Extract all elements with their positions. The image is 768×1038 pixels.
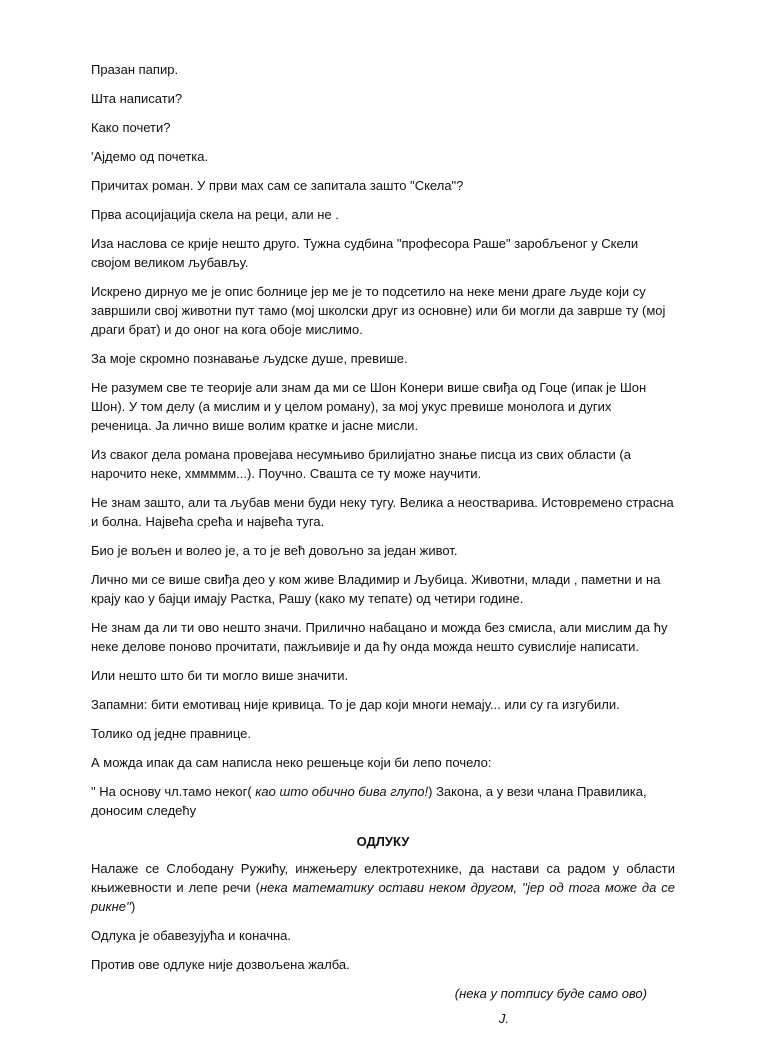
paragraph-18: Толико од једне правнице. [91,726,251,741]
paragraph-16: Или нешто што би ти могло више значити. [91,668,349,683]
paragraph-13: Био је вољен и волео је, а то је већ довољно за један живот. [91,543,458,558]
signature-note [91,984,675,1003]
paragraph-7: Иза наслова се крије нешто друго. Тужна судбина "професора Раше" заробљеног у Скели својом великом љубављу. [91,236,639,270]
decree-intro-text-2: ) Закона, а у вези члана Правилика, доносим следећу [91,784,647,818]
paragraph-10: Не разумем све те теорије али знам да ми се Шон Конери више свиђа од Гоце (ипак је Шон Шон). У том делу (а мислим и у целом роману), за мој укус превише монолога и дугих реченица. Ја лично више волим кратке и јасне мисли. [91,380,647,433]
paragraph-5: Причитах роман. У први мах сам се запитала зашто "Скела"? [91,178,464,193]
closing-line-2: Против ове одлуке није дозвољена жалба. [91,957,350,972]
paragraph-2: Шта написати? [91,91,183,106]
ruling-text-1: Налаже се Слободану Ружићу, инжењеру електротехнике, да настави са радом у области књижевности и лепе речи ( [91,861,675,895]
closing-line-1: Одлука је обавезујућа и коначна. [91,928,291,943]
document-page [91,60,675,1038]
paragraph-17: Запамни: бити емотивац није кривица. То је дар који многи немају... или су га изгубили. [91,697,620,712]
paragraph-11: Из сваког дела романа провејава несумњиво брилијатно знање писца из свих области (а нарочито неке, хммммм...). Поучно. Свашта се ту може научити. [91,447,631,481]
paragraph-6: Прва асоцијација скела на реци, али не . [91,207,339,222]
decision-heading: ОДЛУКУ [356,834,410,849]
paragraph-15: Не знам да ли ти ово нешто значи. Прилично набацано и можда без смисла, али мислим да ћу неке делове поново прочитати, пажљивије и да ћу онда можда нешто сувислије написати. [91,620,668,654]
signature-initial [91,1009,675,1028]
ruling-text-2: ) [130,899,136,914]
decree-intro-italic: као што обично бива глупо! [251,784,429,799]
decree-intro [91,782,675,820]
paragraph-14: Лично ми се више свиђа део у ком живе Владимир и Љубица. Животни, млади , паметни и на крају као у бајци имају Растка, Рашу (како му тепате) од четири године. [91,572,661,606]
signature-initial-text: Ј. [498,1011,509,1026]
paragraph-12: Не знам зашто, али та љубав мени буди неку тугу. Велика а неостварива. Истовремено страсна и болна. Највећа срећа и највећа туга. [91,495,674,529]
paragraph-19: А можда ипак да сам написла неко решењце који би лепо почело: [91,755,492,770]
paragraph-8: Искрено дирнуо ме је опис болнице јер ме је то подсетило на неке мени драге људе који су завршили свој животни пут тамо (мој школски друг из основне) или би могли да заврше ту (мој драги брат) и до оног на кога обоје мислимо. [91,284,666,337]
paragraph-3: Како почети? [91,120,171,135]
decree-intro-text-1: " На основу чл.тамо неког( [91,784,252,799]
paragraph-9: За моје скромно познавање људске душе, превише. [91,351,408,366]
paragraph-1: Празан папир. [91,62,179,77]
ruling-paragraph [91,859,675,916]
ruling-italic: нека математику остави неком другом, ''јер од тога може да се рикне'' [91,880,676,914]
paragraph-4: 'Ајдемо од почетка. [91,149,209,164]
signature-note-text: (нека у потпису буде само ово) [454,986,647,1001]
